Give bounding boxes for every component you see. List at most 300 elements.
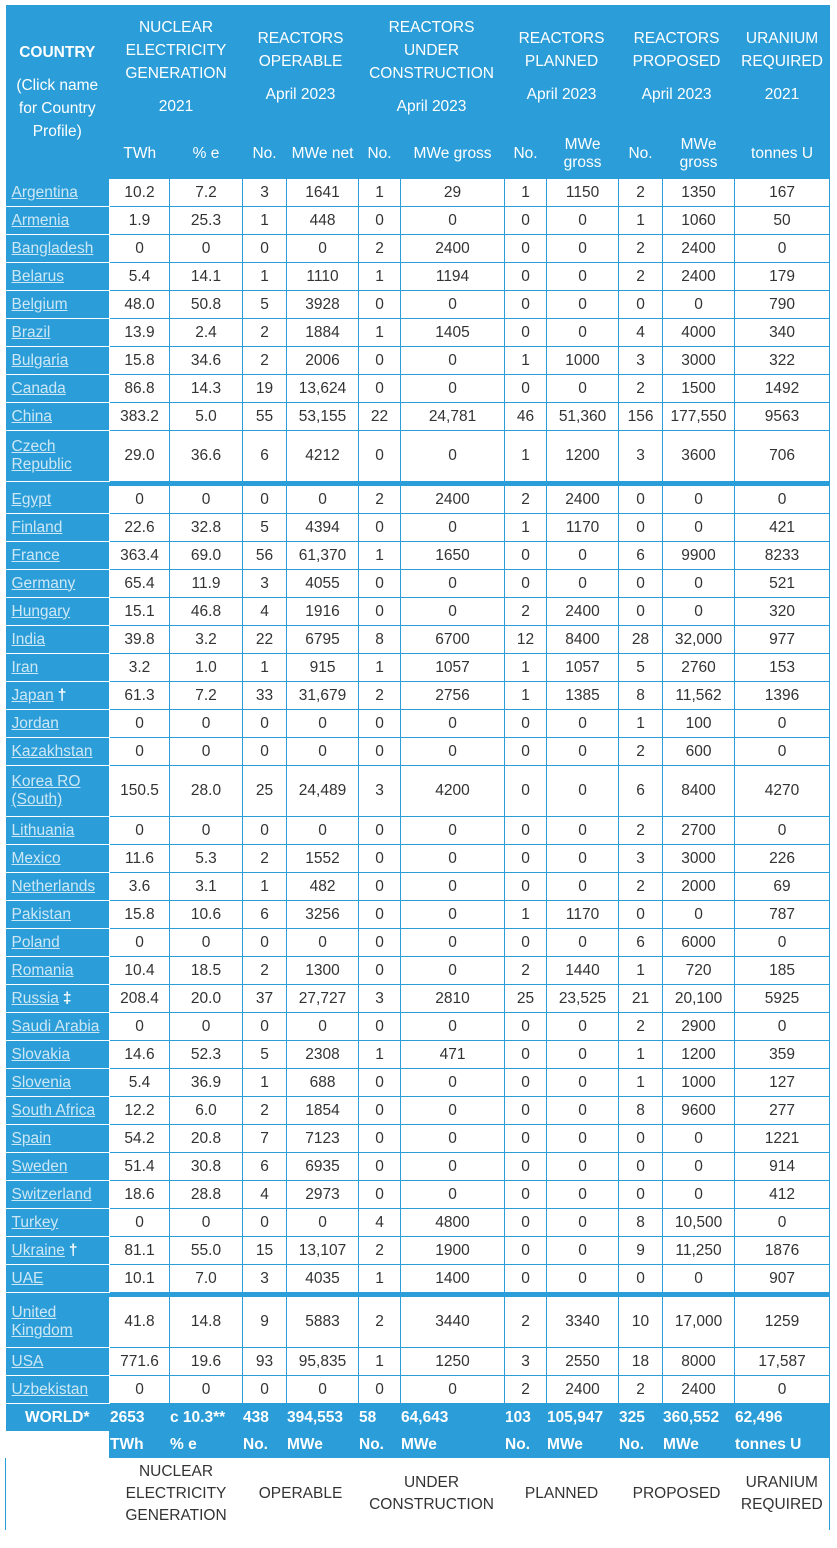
country-cell (6, 1297, 110, 1348)
group-date: April 2023 (526, 86, 597, 104)
country-link[interactable]: Iran (11, 658, 39, 676)
unit-row (6, 128, 830, 179)
value-cell: 1 (359, 542, 401, 570)
value-cell: 2 (619, 1376, 663, 1404)
value-cell: 0 (619, 291, 663, 319)
value-cell: 0 (505, 542, 547, 570)
value-cell: 0 (359, 570, 401, 598)
country-link[interactable]: Pakistan (11, 905, 71, 923)
value-cell: 0 (547, 1097, 619, 1125)
value-cell: 3.1 (170, 873, 243, 901)
country-header (6, 5, 110, 179)
country-link[interactable]: Finland (11, 518, 63, 536)
value-cell: 1396 (735, 682, 830, 710)
value-cell: 0 (547, 1237, 619, 1265)
value-cell: 0 (110, 929, 170, 957)
value-cell: 9563 (735, 403, 830, 431)
value-cell: 1300 (287, 957, 359, 985)
value-cell: 0 (505, 1209, 547, 1237)
group-title: REACTORS OPERABLE (257, 30, 344, 71)
value-cell: 2 (505, 1376, 547, 1404)
table-row (6, 710, 830, 738)
value-cell: 2 (619, 1013, 663, 1041)
country-link[interactable]: Egypt (11, 490, 52, 508)
value-cell: 0 (287, 235, 359, 263)
value-cell: 0 (359, 1125, 401, 1153)
value-cell: 226 (735, 845, 830, 873)
value-cell: 6 (243, 431, 287, 482)
footer-unit: MWe (663, 1431, 735, 1458)
value-cell: 2400 (663, 1376, 735, 1404)
footer-label: PROPOSED (619, 1458, 735, 1530)
table-row (6, 766, 830, 817)
value-cell: 8 (359, 626, 401, 654)
value-cell: 0 (243, 738, 287, 766)
value-cell: 6.0 (170, 1097, 243, 1125)
value-cell: 0 (401, 347, 505, 375)
value-cell: 1150 (547, 179, 619, 207)
value-cell: 5 (243, 291, 287, 319)
country-cell (6, 179, 110, 207)
group-date: 2021 (764, 86, 800, 104)
world-cell: 360,552 (663, 1404, 735, 1432)
country-cell (6, 375, 110, 403)
value-cell: 4394 (287, 514, 359, 542)
country-cell (6, 1209, 110, 1237)
value-cell: 0 (505, 1097, 547, 1125)
value-cell: 8000 (663, 1348, 735, 1376)
value-cell: 0 (663, 1181, 735, 1209)
value-cell: 2760 (663, 654, 735, 682)
group-date: April 2023 (641, 86, 712, 104)
value-cell: 0 (505, 1013, 547, 1041)
group-header-generation (110, 5, 243, 128)
value-cell: 34.6 (170, 347, 243, 375)
table-row (6, 486, 830, 514)
footer-unit: % e (170, 1431, 243, 1458)
value-cell: 153 (735, 654, 830, 682)
value-cell: 1 (505, 514, 547, 542)
value-cell: 24,489 (287, 766, 359, 817)
table-row (6, 1041, 830, 1069)
value-cell: 0 (663, 1265, 735, 1293)
footer-unit: No. (505, 1431, 547, 1458)
value-cell: 15 (243, 1237, 287, 1265)
value-cell: 11.9 (170, 570, 243, 598)
value-cell: 0 (170, 929, 243, 957)
group-header-operable (243, 5, 359, 128)
value-cell: 790 (735, 291, 830, 319)
value-cell: 0 (401, 845, 505, 873)
country-cell (6, 682, 110, 710)
value-cell: 28 (619, 626, 663, 654)
value-cell: 0 (401, 598, 505, 626)
country-link[interactable]: UAE (11, 1269, 44, 1287)
country-cell (6, 1069, 110, 1097)
table-row (6, 1181, 830, 1209)
value-cell: 2400 (663, 263, 735, 291)
value-cell: 65.4 (110, 570, 170, 598)
world-label: WORLD* (6, 1404, 110, 1432)
group-title: NUCLEAR ELECTRICITY GENERATION (125, 18, 227, 82)
country-link[interactable]: Lithuania (11, 821, 75, 839)
value-cell: 37 (243, 985, 287, 1013)
country-link[interactable]: China (11, 407, 52, 425)
value-cell: 0 (547, 710, 619, 738)
value-cell: 1641 (287, 179, 359, 207)
value-cell: 2000 (663, 873, 735, 901)
value-cell: 0 (735, 235, 830, 263)
country-cell (6, 431, 110, 482)
table-row (6, 570, 830, 598)
value-cell: 1350 (663, 179, 735, 207)
value-cell: 0 (505, 207, 547, 235)
country-cell (6, 901, 110, 929)
value-cell: 0 (401, 710, 505, 738)
value-cell: 0 (359, 1097, 401, 1125)
value-cell: 61,370 (287, 542, 359, 570)
value-cell: 0 (359, 291, 401, 319)
value-cell: 185 (735, 957, 830, 985)
country-link[interactable]: Japan (11, 686, 54, 704)
value-cell: 6 (243, 901, 287, 929)
value-cell: 46.8 (170, 598, 243, 626)
value-cell: 1200 (663, 1041, 735, 1069)
value-cell: 2 (619, 375, 663, 403)
value-cell: 50 (735, 207, 830, 235)
value-cell: 0 (359, 1181, 401, 1209)
value-cell: 0 (619, 486, 663, 514)
footer-unit: MWe (401, 1431, 505, 1458)
value-cell: 4055 (287, 570, 359, 598)
country-cell (6, 845, 110, 873)
value-cell: 0 (110, 1013, 170, 1041)
value-cell: 0 (110, 1209, 170, 1237)
value-cell: 3 (359, 985, 401, 1013)
value-cell: 13,624 (287, 375, 359, 403)
value-cell: 1552 (287, 845, 359, 873)
country-link[interactable]: South Africa (11, 1101, 96, 1119)
value-cell: 0 (547, 319, 619, 347)
value-cell: 0 (505, 1069, 547, 1097)
value-cell: 0 (505, 375, 547, 403)
value-cell: 0 (505, 710, 547, 738)
country-cell (6, 1237, 110, 1265)
value-cell: 3.6 (110, 873, 170, 901)
value-cell: 0 (359, 957, 401, 985)
table-row (6, 431, 830, 482)
value-cell: 0 (735, 1013, 830, 1041)
value-cell: 1916 (287, 598, 359, 626)
country-link[interactable]: Armenia (11, 211, 70, 229)
value-cell: 0 (619, 570, 663, 598)
value-cell: 2700 (663, 817, 735, 845)
value-cell: 0 (170, 738, 243, 766)
value-cell: 5 (243, 514, 287, 542)
value-cell: 1884 (287, 319, 359, 347)
value-cell: 0 (547, 375, 619, 403)
value-cell: 914 (735, 1153, 830, 1181)
country-link[interactable]: Switzerland (11, 1185, 92, 1203)
value-cell: 0 (243, 929, 287, 957)
country-link[interactable]: Ukraine (11, 1241, 65, 1259)
value-cell: 2 (619, 263, 663, 291)
country-cell (6, 1041, 110, 1069)
value-cell: 0 (505, 873, 547, 901)
country-link[interactable]: Bangladesh (11, 239, 94, 257)
value-cell: 0 (359, 929, 401, 957)
value-cell: 8 (619, 1097, 663, 1125)
value-cell: 8 (619, 1209, 663, 1237)
value-cell: 32,000 (663, 626, 735, 654)
value-cell: 1 (619, 207, 663, 235)
value-cell: 15.1 (110, 598, 170, 626)
value-cell: 36.9 (170, 1069, 243, 1097)
value-cell: 0 (110, 710, 170, 738)
country-link[interactable]: Poland (11, 933, 60, 951)
value-cell: 10 (619, 1297, 663, 1348)
country-cell (6, 1265, 110, 1293)
footer-label: PLANNED (505, 1458, 619, 1530)
group-date: 2021 (158, 97, 194, 115)
value-cell: 1 (505, 901, 547, 929)
value-cell: 17,000 (663, 1297, 735, 1348)
value-cell: 0 (619, 901, 663, 929)
value-cell: 20,100 (663, 985, 735, 1013)
value-cell: 0 (619, 1125, 663, 1153)
footer-unit: TWh (110, 1431, 170, 1458)
country-link[interactable]: Spain (11, 1129, 52, 1147)
value-cell: 363.4 (110, 542, 170, 570)
value-cell: 0 (505, 1265, 547, 1293)
value-cell: 0 (170, 1209, 243, 1237)
table-row (6, 1209, 830, 1237)
table-row (6, 1153, 830, 1181)
value-cell: 0 (547, 929, 619, 957)
value-cell: 0 (287, 738, 359, 766)
group-title: URANIUM REQUIRED (741, 30, 823, 71)
value-cell: 25.3 (170, 207, 243, 235)
country-link[interactable]: Slovenia (11, 1073, 71, 1091)
country-link[interactable]: Brazil (11, 323, 51, 341)
country-link[interactable]: Jordan (11, 714, 59, 732)
footer-label: UNDER CONSTRUCTION (359, 1458, 505, 1530)
country-cell (6, 207, 110, 235)
value-cell: 521 (735, 570, 830, 598)
country-cell (6, 626, 110, 654)
value-cell: 1170 (547, 514, 619, 542)
country-link[interactable]: India (11, 630, 46, 648)
value-cell: 8 (619, 682, 663, 710)
table-row (6, 901, 830, 929)
value-cell: 0 (619, 1265, 663, 1293)
value-cell: 0 (110, 235, 170, 263)
country-link[interactable]: Hungary (11, 602, 71, 620)
value-cell: 9900 (663, 542, 735, 570)
footer-unit: tonnes U (735, 1431, 830, 1458)
footnote-mark: ‡ (62, 989, 72, 1007)
value-cell: 0 (735, 1376, 830, 1404)
country-link[interactable]: Slovakia (11, 1045, 71, 1063)
table-row (6, 179, 830, 207)
value-cell: 412 (735, 1181, 830, 1209)
value-cell: 0 (735, 486, 830, 514)
table-row (6, 1237, 830, 1265)
value-cell: 2 (619, 817, 663, 845)
value-cell: 1 (359, 1265, 401, 1293)
value-cell: 1 (359, 319, 401, 347)
country-cell (6, 985, 110, 1013)
unit-cell: No. (505, 128, 547, 179)
value-cell: 18.6 (110, 1181, 170, 1209)
value-cell: 2810 (401, 985, 505, 1013)
footer-unit-row (6, 1431, 830, 1458)
country-cell (6, 570, 110, 598)
country-link[interactable]: Canada (11, 379, 66, 397)
country-link[interactable]: France (11, 546, 60, 564)
value-cell: 0 (359, 375, 401, 403)
unit-cell: MWe gross (547, 128, 619, 179)
value-cell: 0 (287, 929, 359, 957)
value-cell: 277 (735, 1097, 830, 1125)
value-cell: 6000 (663, 929, 735, 957)
value-cell: 2756 (401, 682, 505, 710)
value-cell: 48.0 (110, 291, 170, 319)
country-link[interactable]: Korea RO (South) (11, 773, 81, 808)
value-cell: 0 (735, 929, 830, 957)
value-cell: 0 (401, 431, 505, 482)
value-cell: 0 (505, 1125, 547, 1153)
value-cell: 0 (663, 291, 735, 319)
value-cell: 51.4 (110, 1153, 170, 1181)
table-row (6, 1097, 830, 1125)
country-link[interactable]: Turkey (11, 1213, 59, 1231)
country-link[interactable]: United Kingdom (11, 1304, 73, 1339)
value-cell: 2900 (663, 1013, 735, 1041)
value-cell: 0 (663, 514, 735, 542)
world-cell: 64,643 (401, 1404, 505, 1432)
value-cell: 0 (359, 738, 401, 766)
value-cell: 0 (505, 817, 547, 845)
footer-unit: MWe (287, 1431, 359, 1458)
country-link[interactable]: Saudi Arabia (11, 1017, 100, 1035)
value-cell: 5925 (735, 985, 830, 1013)
value-cell: 0 (243, 1209, 287, 1237)
value-cell: 0 (735, 1209, 830, 1237)
value-cell: 0 (547, 291, 619, 319)
value-cell: 0 (619, 598, 663, 626)
value-cell: 10,500 (663, 1209, 735, 1237)
value-cell: 6 (619, 766, 663, 817)
value-cell: 2 (505, 598, 547, 626)
value-cell: 0 (170, 235, 243, 263)
table-row (6, 1297, 830, 1348)
table-row (6, 985, 830, 1013)
value-cell: 5.4 (110, 263, 170, 291)
country-link[interactable]: Belgium (11, 295, 68, 313)
country-link[interactable]: Uzbekistan (11, 1380, 89, 1398)
value-cell: 0 (110, 817, 170, 845)
unit-cell: % e (170, 128, 243, 179)
country-link[interactable]: Belarus (11, 267, 65, 285)
value-cell: 1440 (547, 957, 619, 985)
value-cell: 0 (505, 1041, 547, 1069)
value-cell: 0 (547, 766, 619, 817)
country-link[interactable]: Argentina (11, 183, 78, 201)
value-cell: 0 (287, 1209, 359, 1237)
country-link[interactable]: Kazakhstan (11, 742, 93, 760)
value-cell: 0 (170, 486, 243, 514)
country-cell (6, 542, 110, 570)
country-link[interactable]: USA (11, 1352, 44, 1370)
country-cell (6, 929, 110, 957)
value-cell: 6795 (287, 626, 359, 654)
table-row (6, 291, 830, 319)
table-row (6, 598, 830, 626)
value-cell: 0 (735, 738, 830, 766)
value-cell: 0 (359, 817, 401, 845)
country-link[interactable]: Germany (11, 574, 76, 592)
value-cell: 0 (401, 957, 505, 985)
value-cell: 12 (505, 626, 547, 654)
value-cell: 27,727 (287, 985, 359, 1013)
value-cell: 0 (243, 486, 287, 514)
value-cell: 31,679 (287, 682, 359, 710)
value-cell: 0 (401, 1125, 505, 1153)
value-cell: 7123 (287, 1125, 359, 1153)
value-cell: 0 (547, 1125, 619, 1153)
value-cell: 1492 (735, 375, 830, 403)
value-cell: 0 (359, 431, 401, 482)
reactor-table (5, 5, 830, 1530)
value-cell: 7 (243, 1125, 287, 1153)
value-cell: 1 (359, 263, 401, 291)
value-cell: 0 (547, 1013, 619, 1041)
value-cell: 100 (663, 710, 735, 738)
value-cell: 1.0 (170, 654, 243, 682)
country-cell (6, 1348, 110, 1376)
country-cell (6, 235, 110, 263)
value-cell: 771.6 (110, 1348, 170, 1376)
country-link[interactable]: Mexico (11, 849, 61, 867)
value-cell: 0 (359, 873, 401, 901)
country-link[interactable]: Russia (11, 989, 59, 1007)
country-link[interactable]: Czech Republic (11, 438, 72, 473)
country-cell (6, 486, 110, 514)
table-row (6, 1265, 830, 1293)
value-cell: 22 (243, 626, 287, 654)
value-cell: 0 (401, 1181, 505, 1209)
country-link[interactable]: Netherlands (11, 877, 96, 895)
group-date: April 2023 (265, 86, 336, 104)
value-cell: 1 (359, 179, 401, 207)
country-link[interactable]: Romania (11, 961, 74, 979)
country-link[interactable]: Sweden (11, 1157, 68, 1175)
value-cell: 1.9 (110, 207, 170, 235)
footnote-mark: † (57, 686, 67, 704)
value-cell: 0 (401, 817, 505, 845)
value-cell: 1650 (401, 542, 505, 570)
value-cell: 17,587 (735, 1348, 830, 1376)
country-cell (6, 766, 110, 817)
value-cell: 93 (243, 1348, 287, 1376)
value-cell: 81.1 (110, 1237, 170, 1265)
value-cell: 4000 (663, 319, 735, 347)
value-cell: 18 (619, 1348, 663, 1376)
country-link[interactable]: Bulgaria (11, 351, 69, 369)
value-cell: 1 (619, 957, 663, 985)
value-cell: 1060 (663, 207, 735, 235)
